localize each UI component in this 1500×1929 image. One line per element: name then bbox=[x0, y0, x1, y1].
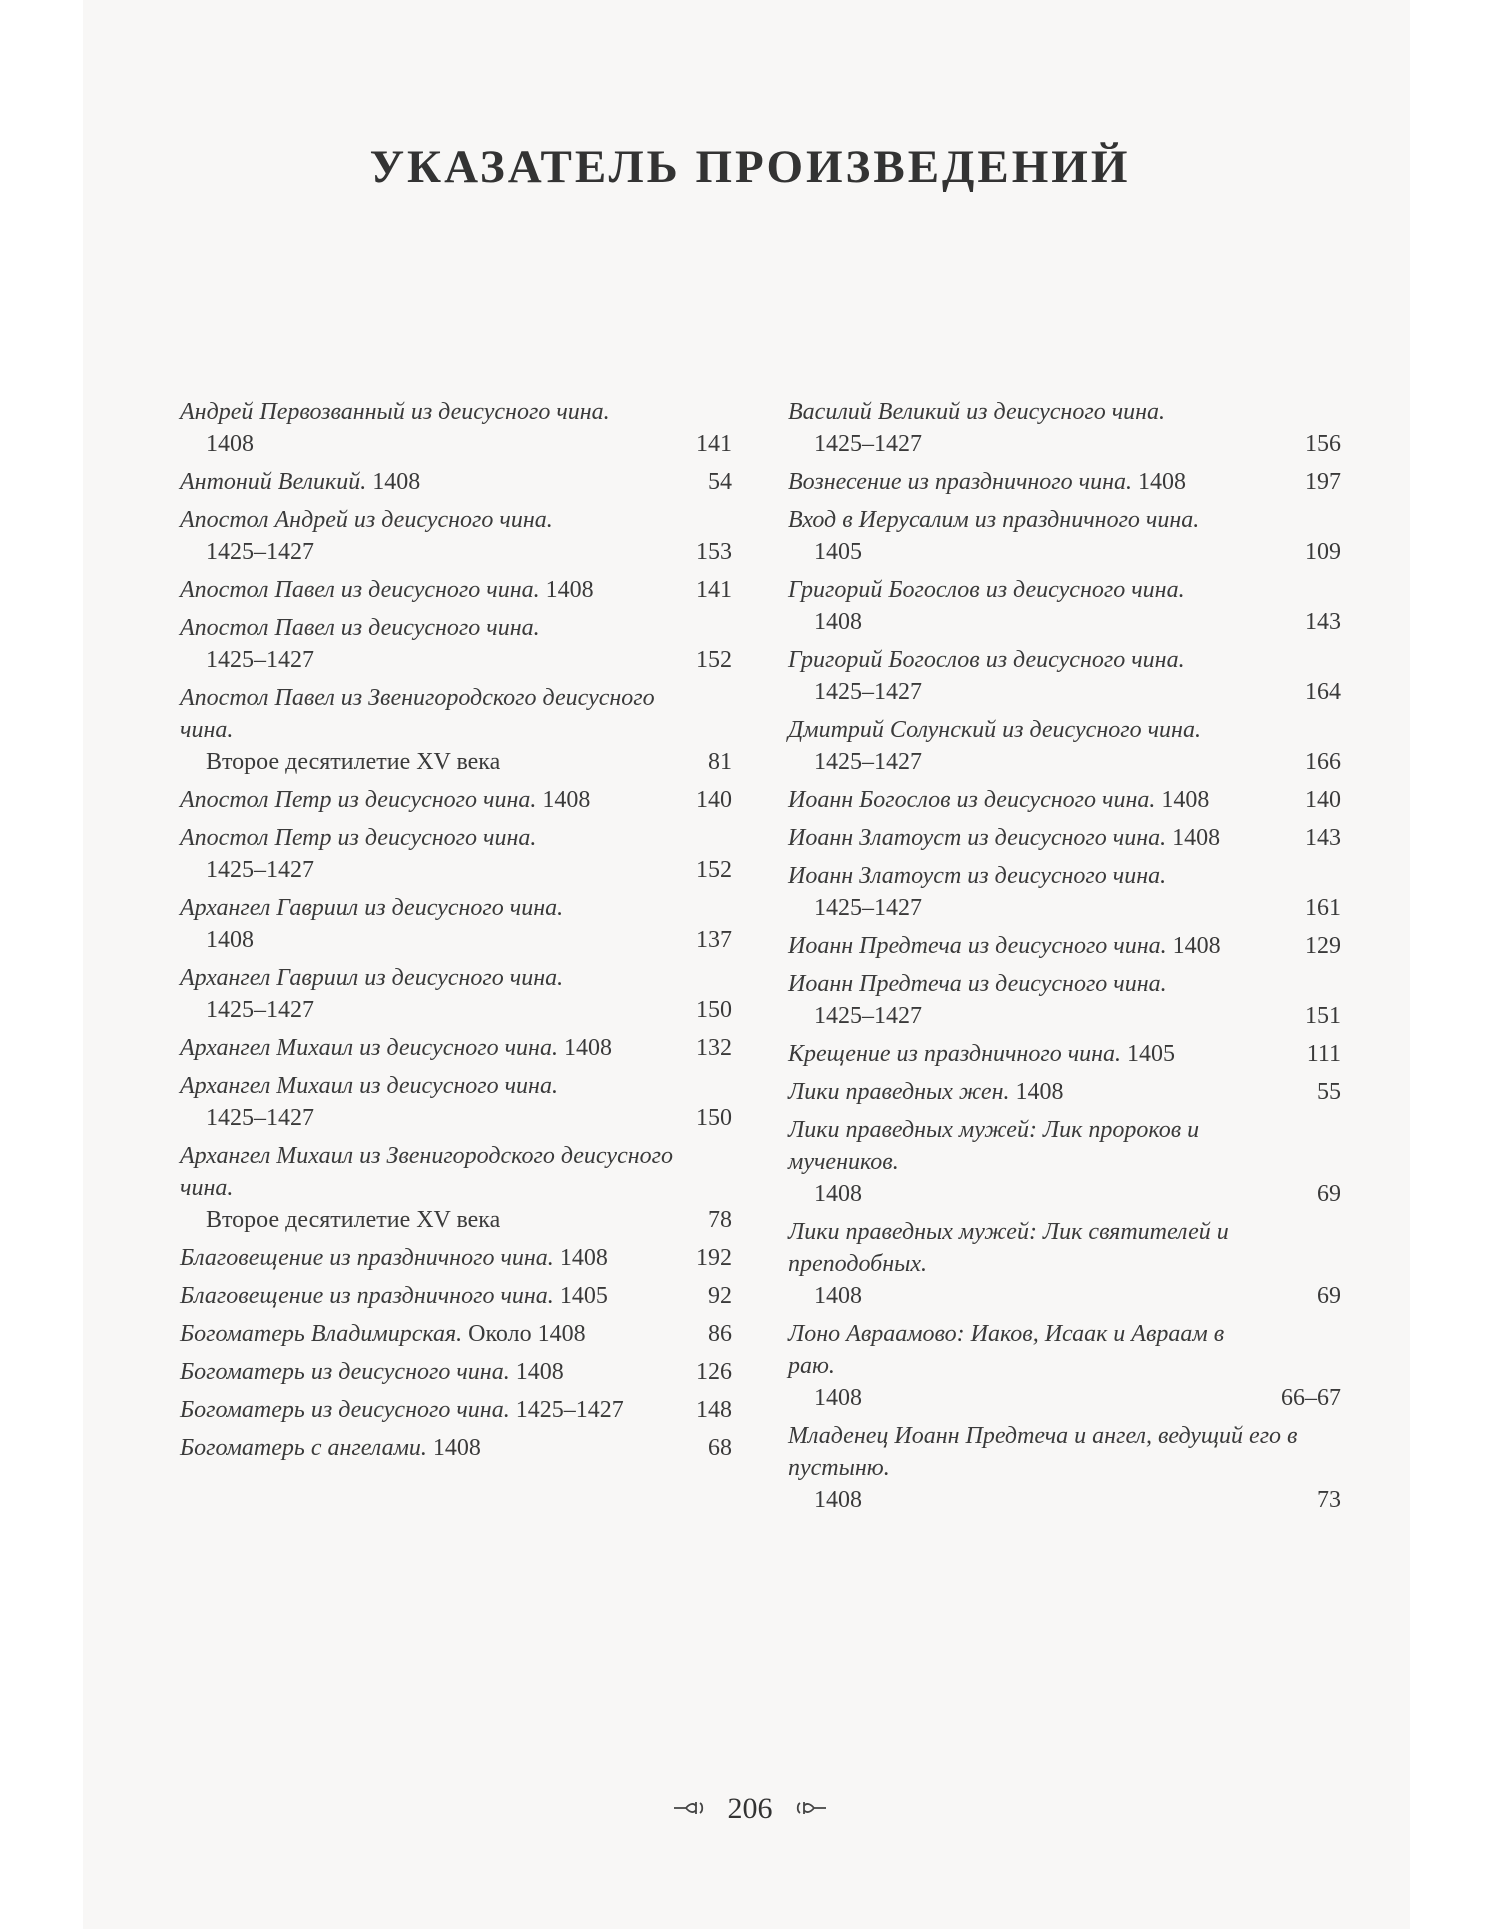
entry-title: Иоанн Златоуст из деисусного чина. bbox=[788, 863, 1167, 889]
entry-title: Антоний Великий. bbox=[180, 469, 367, 495]
index-entry bbox=[180, 1242, 732, 1274]
entry-date: 1425–1427 bbox=[206, 647, 314, 673]
entry-title: Лики праведных мужей: Лик святителей и преподобных. bbox=[788, 1219, 1229, 1277]
entry-text bbox=[788, 1420, 1317, 1516]
entry-date: 1408 bbox=[545, 577, 594, 603]
entry-date: 1408 bbox=[1172, 933, 1221, 959]
entry-text bbox=[180, 892, 696, 956]
entry-title: Апостол Павел из Звенигородского деисусного чина. bbox=[180, 685, 655, 743]
entry-text bbox=[180, 504, 696, 568]
entry-text bbox=[788, 714, 1305, 778]
index-entry bbox=[180, 396, 732, 460]
entry-title: Вознесение из праздничного чина. bbox=[788, 469, 1133, 495]
entry-text bbox=[180, 822, 696, 886]
entry-page-number: 69 bbox=[1317, 1181, 1341, 1207]
entry-text bbox=[180, 1356, 696, 1388]
entry-text bbox=[788, 822, 1305, 854]
entry-page-number: 69 bbox=[1317, 1283, 1341, 1309]
entry-title: Лоно Авраамово: Иаков, Исаак и Авраам в раю. bbox=[788, 1321, 1225, 1379]
index-entry bbox=[788, 860, 1341, 924]
entry-date: 1405 bbox=[559, 1283, 608, 1309]
entry-title: Апостол Павел из деисусного чина. bbox=[180, 615, 540, 641]
entry-title: Архангел Гавриил из деисусного чина. bbox=[180, 895, 564, 921]
entry-date: 1408 bbox=[206, 927, 254, 953]
entry-title: Богоматерь из деисусного чина. bbox=[180, 1359, 510, 1385]
entry-page-number: 68 bbox=[708, 1435, 732, 1461]
index-entry bbox=[180, 1432, 732, 1464]
entry-title: Иоанн Златоуст из деисусного чина. bbox=[788, 825, 1167, 851]
entry-date: 1408 bbox=[372, 469, 421, 495]
entry-date: 1408 bbox=[814, 1283, 862, 1309]
entry-date: 1408 bbox=[814, 1385, 862, 1411]
index-entry bbox=[788, 466, 1341, 498]
entry-date: Второе десятилетие XV века bbox=[206, 1207, 501, 1233]
entry-text bbox=[788, 1318, 1281, 1414]
entry-title: Младенец Иоанн Предтеча и ангел, ведущий его в пустыню. bbox=[788, 1423, 1298, 1481]
index-entry bbox=[180, 466, 732, 498]
entry-page-number: 151 bbox=[1305, 1003, 1341, 1029]
entry-title: Григорий Богослов из деисусного чина. bbox=[788, 577, 1185, 603]
entry-date: 1425–1427 bbox=[206, 997, 314, 1023]
entry-title: Богоматерь из деисусного чина. bbox=[180, 1397, 510, 1423]
entry-page-number: 129 bbox=[1305, 933, 1341, 959]
index-entry bbox=[180, 612, 732, 676]
entry-title: Иоанн Предтеча из деисусного чина. bbox=[788, 933, 1167, 959]
entry-date: 1408 bbox=[432, 1435, 481, 1461]
entry-page-number: 140 bbox=[1305, 787, 1341, 813]
entry-page-number: 197 bbox=[1305, 469, 1341, 495]
index-entry bbox=[788, 930, 1341, 962]
entry-title: Григорий Богослов из деисусного чина. bbox=[788, 647, 1185, 673]
entry-page-number: 143 bbox=[1305, 609, 1341, 635]
entry-text bbox=[788, 1114, 1317, 1210]
page-title: УКАЗАТЕЛЬ ПРОИЗВЕДЕНИЙ bbox=[369, 141, 1131, 193]
entry-page-number: 81 bbox=[708, 749, 732, 775]
index-entry bbox=[788, 396, 1341, 460]
entry-date: 1408 bbox=[206, 431, 254, 457]
entry-date: 1408 bbox=[1138, 469, 1187, 495]
index-entry bbox=[788, 1076, 1341, 1108]
entry-title: Апостол Петр из деисусного чина. bbox=[180, 825, 537, 851]
entry-text bbox=[180, 612, 696, 676]
index-entry bbox=[180, 1318, 732, 1350]
entry-title: Апостол Петр из деисусного чина. bbox=[180, 787, 537, 813]
index-entry bbox=[788, 644, 1341, 708]
index-entry bbox=[180, 574, 732, 606]
entry-text bbox=[180, 1070, 696, 1134]
entry-date: 1408 bbox=[1161, 787, 1210, 813]
entry-page-number: 132 bbox=[696, 1035, 732, 1061]
entry-page-number: 156 bbox=[1305, 431, 1341, 457]
entry-text bbox=[180, 1432, 708, 1464]
entry-text bbox=[180, 1280, 708, 1312]
entry-page-number: 55 bbox=[1317, 1079, 1341, 1105]
entry-page-number: 137 bbox=[696, 927, 732, 953]
index-entry bbox=[180, 822, 732, 886]
folio bbox=[0, 1790, 1500, 1826]
entry-date: 1408 bbox=[814, 1181, 862, 1207]
entry-title: Лики праведных мужей: Лик пророков и мучеников. bbox=[788, 1117, 1200, 1175]
entry-text bbox=[788, 1076, 1317, 1108]
entry-date: 1425–1427 bbox=[814, 895, 922, 921]
index-entry bbox=[788, 574, 1341, 638]
entry-date: 1425–1427 bbox=[814, 749, 922, 775]
entry-page-number: 54 bbox=[708, 469, 732, 495]
entry-title: Лики праведных жен. bbox=[788, 1079, 1010, 1105]
entry-title: Апостол Андрей из деисусного чина. bbox=[180, 507, 553, 533]
entry-text bbox=[180, 784, 696, 816]
entry-page-number: 141 bbox=[696, 577, 732, 603]
index-entry bbox=[788, 1216, 1341, 1312]
entry-text bbox=[788, 930, 1305, 962]
entry-title: Иоанн Богослов из деисусного чина. bbox=[788, 787, 1156, 813]
entry-title: Крещение из праздничного чина. bbox=[788, 1041, 1122, 1067]
entry-title: Архангел Михаил из деисусного чина. bbox=[180, 1073, 558, 1099]
entry-text bbox=[180, 1318, 708, 1350]
entry-page-number: 192 bbox=[696, 1245, 732, 1271]
entry-page-number: 148 bbox=[696, 1397, 732, 1423]
index-entry bbox=[180, 1140, 732, 1236]
entry-text bbox=[788, 504, 1305, 568]
index-entry bbox=[180, 504, 732, 568]
entry-title: Архангел Гавриил из деисусного чина. bbox=[180, 965, 564, 991]
entry-date: 1408 bbox=[1172, 825, 1221, 851]
ornament-left-icon bbox=[672, 1794, 706, 1824]
entry-title: Архангел Михаил из Звенигородского деисусного чина. bbox=[180, 1143, 673, 1201]
index-entry bbox=[788, 1114, 1341, 1210]
entry-text bbox=[180, 466, 708, 498]
index-entry bbox=[180, 1394, 732, 1426]
index-entry bbox=[180, 1356, 732, 1388]
index-entry bbox=[180, 784, 732, 816]
entry-date: Второе десятилетие XV века bbox=[206, 749, 501, 775]
index-entry bbox=[788, 968, 1341, 1032]
entry-page-number: 161 bbox=[1305, 895, 1341, 921]
index-column-right bbox=[788, 396, 1341, 1522]
index-entry bbox=[788, 714, 1341, 778]
entry-text bbox=[180, 574, 696, 606]
entry-page-number: 86 bbox=[708, 1321, 732, 1347]
entry-text bbox=[788, 1216, 1317, 1312]
entry-title: Андрей Первозванный из деисусного чина. bbox=[180, 399, 610, 425]
entry-date: 1425–1427 bbox=[814, 1003, 922, 1029]
entry-text bbox=[788, 968, 1305, 1032]
entry-date: 1405 bbox=[1127, 1041, 1176, 1067]
entry-date: 1405 bbox=[814, 539, 862, 565]
entry-page-number: 140 bbox=[696, 787, 732, 813]
entry-text bbox=[788, 644, 1305, 708]
entry-page-number: 111 bbox=[1306, 1041, 1341, 1067]
entry-page-number: 141 bbox=[696, 431, 732, 457]
entry-date: 1425–1427 bbox=[206, 1105, 314, 1131]
entry-page-number: 78 bbox=[708, 1207, 732, 1233]
index-entry bbox=[180, 1070, 732, 1134]
entry-page-number: 150 bbox=[696, 1105, 732, 1131]
index-entry bbox=[180, 1032, 732, 1064]
page-number: 206 bbox=[727, 1792, 773, 1826]
index-entry bbox=[788, 822, 1341, 854]
entry-date: 1425–1427 bbox=[206, 539, 314, 565]
entry-title: Апостол Павел из деисусного чина. bbox=[180, 577, 540, 603]
entry-page-number: 73 bbox=[1317, 1487, 1341, 1513]
entry-text bbox=[788, 396, 1305, 460]
entry-date: 1408 bbox=[542, 787, 591, 813]
entry-text bbox=[180, 1394, 696, 1426]
entry-page-number: 143 bbox=[1305, 825, 1341, 851]
index-entry bbox=[180, 682, 732, 778]
ornament-right-icon bbox=[794, 1794, 828, 1824]
entry-title: Вход в Иерусалим из праздничного чина. bbox=[788, 507, 1200, 533]
entry-title: Благовещение из праздничного чина. bbox=[180, 1245, 554, 1271]
entry-page-number: 150 bbox=[696, 997, 732, 1023]
entry-page-number: 92 bbox=[708, 1283, 732, 1309]
index-entry bbox=[788, 784, 1341, 816]
entry-text bbox=[180, 1140, 708, 1236]
entry-date: 1408 bbox=[563, 1035, 612, 1061]
entry-title: Богоматерь Владимирская. bbox=[180, 1321, 463, 1347]
entry-date: 1408 bbox=[814, 1487, 862, 1513]
index-entry bbox=[180, 1280, 732, 1312]
entry-text bbox=[788, 466, 1305, 498]
entry-date: 1408 bbox=[515, 1359, 564, 1385]
entry-date: 1408 bbox=[559, 1245, 608, 1271]
index-entry bbox=[180, 892, 732, 956]
entry-page-number: 164 bbox=[1305, 679, 1341, 705]
entry-page-number: 152 bbox=[696, 857, 732, 883]
entry-title: Иоанн Предтеча из деисусного чина. bbox=[788, 971, 1167, 997]
entry-date: 1408 bbox=[1015, 1079, 1064, 1105]
entry-page-number: 66–67 bbox=[1281, 1385, 1341, 1411]
entry-text bbox=[788, 860, 1305, 924]
entry-text bbox=[180, 396, 696, 460]
entry-page-number: 153 bbox=[696, 539, 732, 565]
entry-date: 1425–1427 bbox=[206, 857, 314, 883]
index-column-left bbox=[180, 396, 732, 1470]
entry-date: 1408 bbox=[814, 609, 862, 635]
entry-title: Василий Великий из деисусного чина. bbox=[788, 399, 1166, 425]
entry-title: Благовещение из праздничного чина. bbox=[180, 1283, 554, 1309]
entry-page-number: 126 bbox=[696, 1359, 732, 1385]
entry-title: Архангел Михаил из деисусного чина. bbox=[180, 1035, 558, 1061]
entry-title: Дмитрий Солунский из деисусного чина. bbox=[788, 717, 1201, 743]
entry-text bbox=[180, 682, 708, 778]
entry-date: 1425–1427 bbox=[814, 679, 922, 705]
entry-page-number: 152 bbox=[696, 647, 732, 673]
entry-date: 1425–1427 bbox=[515, 1397, 624, 1423]
index-entry bbox=[788, 1038, 1341, 1070]
index-entry bbox=[180, 962, 732, 1026]
entry-text bbox=[788, 784, 1305, 816]
entry-text bbox=[180, 1242, 696, 1274]
index-entry bbox=[788, 504, 1341, 568]
entry-text bbox=[788, 574, 1305, 638]
entry-text bbox=[180, 962, 696, 1026]
entry-date: 1425–1427 bbox=[814, 431, 922, 457]
entry-page-number: 166 bbox=[1305, 749, 1341, 775]
index-entry bbox=[788, 1420, 1341, 1516]
entry-title: Богоматерь с ангелами. bbox=[180, 1435, 427, 1461]
index-entry bbox=[788, 1318, 1341, 1414]
entry-date: Около 1408 bbox=[468, 1321, 586, 1347]
entry-text bbox=[788, 1038, 1307, 1070]
entry-text bbox=[180, 1032, 696, 1064]
entry-page-number: 109 bbox=[1305, 539, 1341, 565]
